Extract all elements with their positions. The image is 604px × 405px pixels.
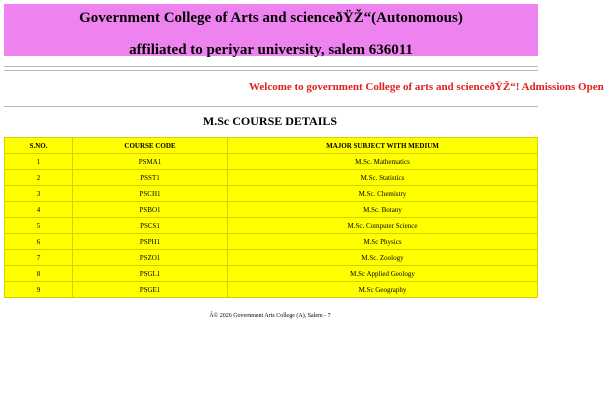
header-major-subject: MAJOR SUBJECT WITH MEDIUM (228, 138, 538, 154)
cell-course-code: PSGL1 (73, 266, 228, 282)
cell-sno: 3 (5, 186, 73, 202)
cell-course-code: PSPH1 (73, 234, 228, 250)
cell-subject: M.Sc. Computer Science (228, 218, 538, 234)
table-row (5, 250, 538, 266)
table-row (5, 266, 538, 282)
cell-course-code: PSCS1 (73, 218, 228, 234)
cell-sno: 5 (5, 218, 73, 234)
table-row (5, 186, 538, 202)
announcement-marquee (0, 80, 604, 96)
table-row (5, 282, 538, 298)
cell-course-code: PSGE1 (73, 282, 228, 298)
table-header-row (5, 138, 538, 154)
cell-course-code: PSMA1 (73, 154, 228, 170)
cell-course-code: PSZO1 (73, 250, 228, 266)
table-row (5, 202, 538, 218)
table-row (5, 234, 538, 250)
cell-subject: M.Sc. Zoology (228, 250, 538, 266)
cell-sno: 2 (5, 170, 73, 186)
cell-sno: 4 (5, 202, 73, 218)
header-sno: S.NO. (5, 138, 73, 154)
divider (4, 70, 538, 71)
cell-subject: M.Sc Applied Geology (228, 266, 538, 282)
cell-subject: M.Sc Geography (228, 282, 538, 298)
cell-subject: M.Sc. Botany (228, 202, 538, 218)
cell-course-code: PSCH1 (73, 186, 228, 202)
cell-course-code: PSBO1 (73, 202, 228, 218)
announcement-text: Welcome to government College of arts and scienceðŸŽ“! Admissions Open (249, 81, 604, 93)
header-course-code: COURSE CODE (73, 138, 228, 154)
course-table (4, 137, 538, 298)
divider (4, 106, 538, 107)
footer-copyright: Â© 2026 Government Arts College (A), Salem - 7 (209, 313, 331, 319)
cell-course-code: PSST1 (73, 170, 228, 186)
college-title: Government College of Arts and scienceðŸŽ“(Autonomous) (79, 10, 463, 26)
table-row (5, 218, 538, 234)
table-row (5, 170, 538, 186)
divider (4, 66, 538, 67)
cell-subject: M.Sc. Chemistry (228, 186, 538, 202)
cell-sno: 9 (5, 282, 73, 298)
cell-subject: M.Sc Physics (228, 234, 538, 250)
site-header (4, 4, 538, 56)
cell-subject: M.Sc. Mathematics (228, 154, 538, 170)
cell-sno: 1 (5, 154, 73, 170)
cell-sno: 7 (5, 250, 73, 266)
cell-sno: 6 (5, 234, 73, 250)
table-row (5, 154, 538, 170)
cell-subject: M.Sc. Statistics (228, 170, 538, 186)
cell-sno: 8 (5, 266, 73, 282)
section-title: M.Sc COURSE DETAILS (202, 114, 338, 128)
affiliation-title: affiliated to periyar university, salem 636011 (129, 42, 413, 58)
